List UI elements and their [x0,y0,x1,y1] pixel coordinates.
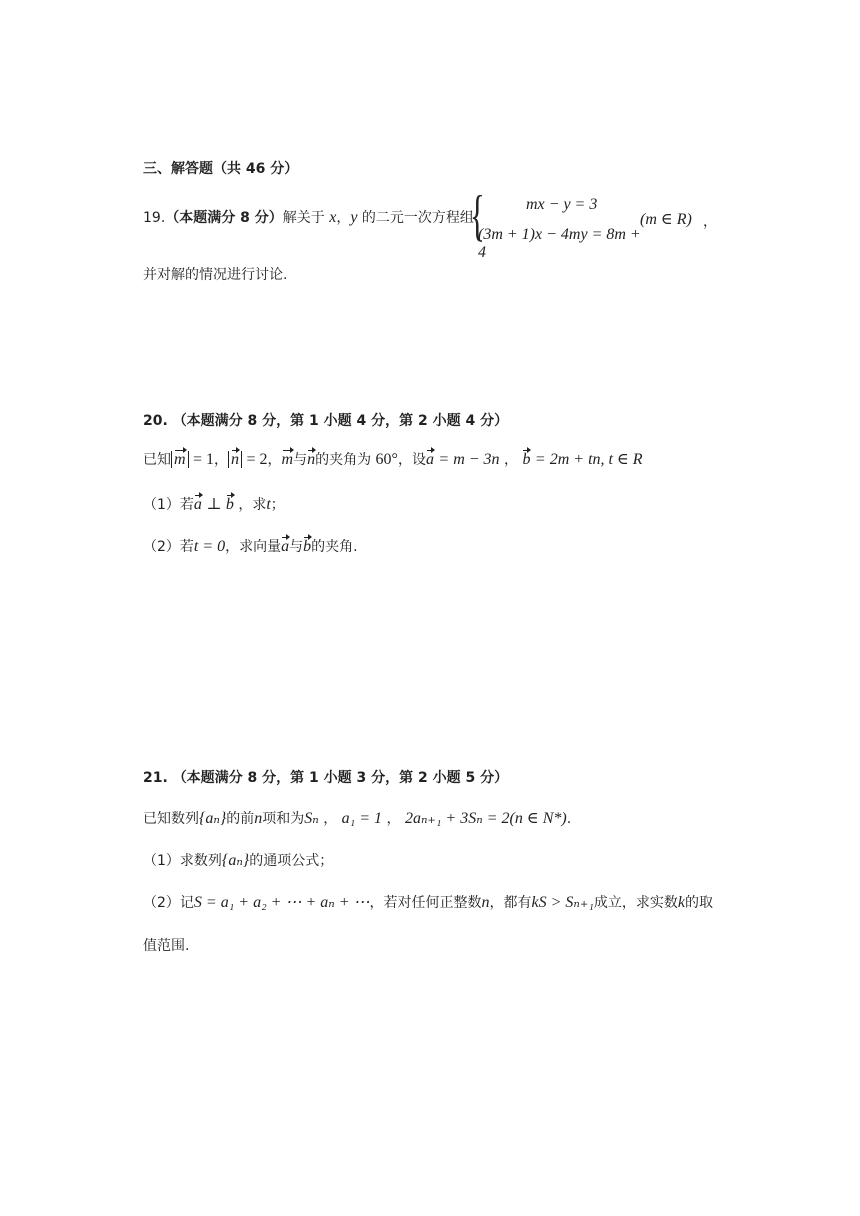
left-brace: { [470,185,485,247]
q19-condition: (m ∈ R) [640,211,692,228]
q19-var-y: y [350,209,358,226]
q20-sub1-end: ； [270,497,285,513]
q20-m-abs-val: = 1 [193,451,215,468]
q20-sub1-t: t [266,496,271,513]
q21-sum-text2: 项和为 [262,811,305,827]
q21-points: （本题满分 8 分，第 1 小题 3 分，第 2 小题 5 分） [172,770,509,786]
q20-sub2-end: 的夹角. [311,539,358,555]
q21-given [143,808,571,828]
q19-number: 19. [143,210,166,226]
q20-sub1-perp: ⊥ [206,496,222,513]
vector-a-4: a [281,538,290,555]
q19-points: （本题满分 8 分） [165,210,283,226]
q20-number: 20. [143,413,168,429]
q19-text-a: 解关于 [282,210,325,226]
q20-and: 与 [293,452,308,468]
q19-equation-system [470,185,650,261]
q20-a-def: = m − 3n [438,451,500,468]
vector-a: a [425,451,434,468]
q21-sub2-S: S = a₁ + a₂ + ⋯ + aₙ + ⋯ [193,894,370,911]
q20-sep2: ， [267,452,282,468]
q21-sub2-ineq: kS > Sₙ₊₁ [531,894,594,911]
vector-n: n [231,451,240,468]
q20-angle-text: 的夹角为 [315,452,372,468]
q20-sep1: ， [214,452,229,468]
q21-rel-cond: (n ∈ N*) [509,810,567,827]
q19-line2: 并对解的情况进行讨论. [143,267,288,283]
q20-sub2-and: 与 [289,539,304,555]
q21-Sn: Sₙ [304,810,319,827]
section-heading: 三、解答题（共 46 分） [143,161,299,177]
q21-header [143,767,508,787]
q21-sub1-seq: {aₙ} [221,852,250,869]
q21-sep1: ， [323,811,338,827]
q20-sub1-text: ，求 [238,497,267,513]
q19-text-b: 的二元一次方程组 [361,210,474,226]
q20-sub2 [143,536,358,556]
q21-seq: {aₙ} [199,810,227,827]
q19-eq2: (3m + 1)x − 4my = 8m + 4 [478,226,641,261]
q21-sub2-line2: 值范围. [143,938,190,954]
q20-sub2-cond: t = 0 [193,538,226,555]
vector-b-3: b [225,496,234,513]
q21-sub2-text3: 成立，求实数 [593,895,678,911]
q21-sub2 [143,892,713,912]
q20-b-def: = 2m + tn, t ∈ R [534,451,643,468]
q21-sub2-text2: ，都有 [489,895,532,911]
q21-sub1-label: （1）求数列 [143,853,222,869]
q19-comma: ， [336,210,351,226]
q20-angle: 60° [375,451,398,468]
q21-sum-text: 的前 [226,811,255,827]
q21-given-prefix: 已知数列 [143,811,199,827]
q21-sep2: ， [386,811,401,827]
vector-b: b [522,451,531,468]
abs-m [171,451,189,468]
q21-sub2-text: ，若对任何正整数 [369,895,482,911]
vector-m-2: m [281,451,294,468]
q19-line1 [143,207,474,227]
q21-relation: 2aₙ₊₁ + 3Sₙ = 2 [404,810,510,827]
q21-sub1 [143,850,333,870]
q21-number: 21. [143,770,168,786]
q20-sub2-text: ，求向量 [225,539,282,555]
q21-sub2-text4: 的取 [685,895,714,911]
q21-sub1-end: 的通项公式； [249,853,334,869]
q20-given [143,449,643,469]
q20-sep3: ， [504,452,519,468]
q21-sub2-k: k [677,894,686,911]
vector-a-3: a [193,496,202,513]
q19-var-x: x [329,209,337,226]
q20-sub1 [143,494,285,514]
q20-sub2-label: （2）若 [143,539,194,555]
q19-eq1: mx − y = 3 [526,196,598,213]
vector-b-4: b [303,538,312,555]
abs-n [228,451,242,468]
q21-end: . [566,811,572,827]
q20-points: （本题满分 8 分，第 1 小题 4 分，第 2 小题 4 分） [172,413,509,429]
q21-a1: a₁ = 1 [341,810,383,827]
q21-sub2-label: （2）记 [143,895,194,911]
vector-m: m [174,451,186,468]
q20-set-text: ，设 [397,452,426,468]
q20-sub1-label: （1）若 [143,497,194,513]
q20-n-abs-val: = 2 [246,451,268,468]
q20-given-prefix: 已知 [143,452,171,468]
q21-n: n [254,810,263,827]
q19-tail-comma: ， [703,214,717,230]
vector-n-2: n [307,451,316,468]
q20-header [143,410,508,430]
q21-sub2-n: n [481,894,490,911]
